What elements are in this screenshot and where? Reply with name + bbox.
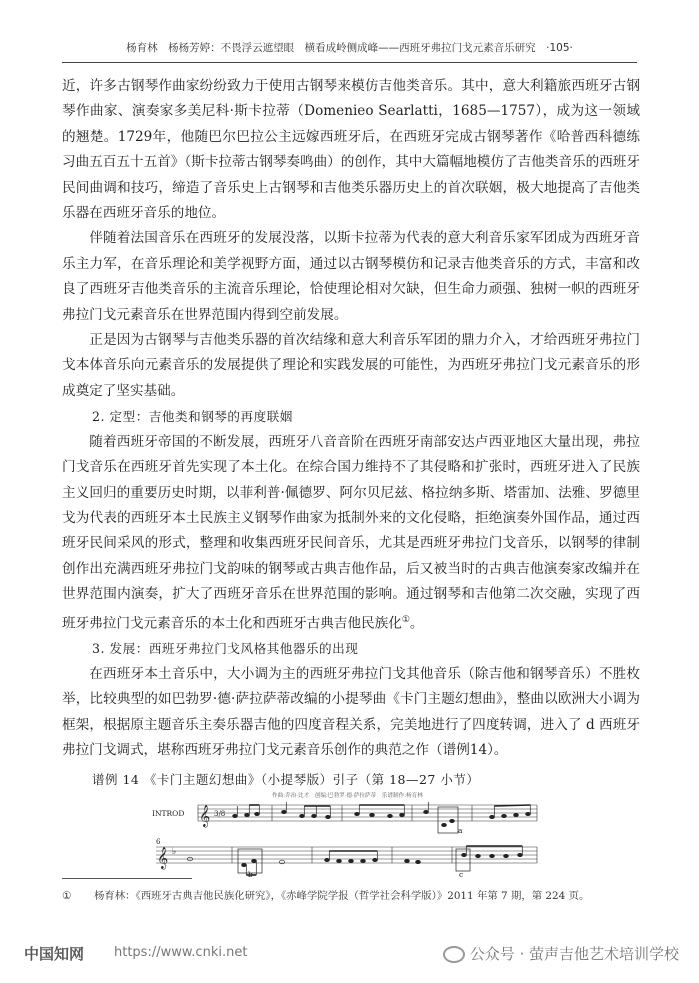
highlight-box-c: [456, 849, 470, 871]
footer-watermark: [0, 935, 699, 975]
wechat-icon: [443, 946, 465, 963]
label-a: a: [458, 826, 463, 835]
footnote-text: 杨育林：《西班牙古典吉他民族化研究》，《赤峰学院学报（哲学社会科学版）》2011 年第 7 期，第 224 页。: [93, 890, 590, 902]
score-caption: 谱例 14 《卡门主题幻想曲》（小提琴版）引子（第 18—27 小节）: [92, 772, 480, 787]
treble-clef-icon: 𝄞: [199, 805, 211, 827]
header-rule: [62, 62, 637, 63]
footnote: [62, 887, 637, 902]
staff-1-notes: [233, 802, 531, 827]
paragraph-1: 近，许多古钢琴作曲家纷纷致力于使用古钢琴来模仿吉他类音乐。其中，意大利籍旅西班牙古钢琴作曲家、演奏家多美尼科·斯卡拉蒂（Domenieo Searlatti，1685—1757），成为这一领域的翘楚。1729年，他随巴尔巴拉公主远嫁西班牙后，在西班牙完成古钢琴著作《哈普西科德练习曲五百五十五首》（斯卡拉蒂古钢琴奏鸣曲）的创作，其中大篇幅地模仿了吉他类音乐的西班牙民间曲调和技巧，缔造了音乐史上古钢琴和吉他类乐器历史上的首次联姻，极大地提高了吉他类乐器在西班牙音乐的地位。: [62, 78, 640, 222]
wechat-watermark: [443, 943, 679, 964]
highlight-box-a: [438, 807, 458, 833]
footnote-rule: [62, 878, 192, 879]
section-2-subheading: 吉他类和钢琴的再度联姻: [148, 409, 293, 425]
footnote-marker: ①: [62, 890, 72, 902]
time-signature: 3/8: [214, 810, 226, 818]
measure-number: 6: [156, 838, 161, 846]
cnki-link[interactable]: https://www.cnki.net: [114, 945, 248, 960]
label-b: b: [248, 870, 253, 877]
section-2-keyword: 定型：: [109, 409, 149, 425]
section-3-number: 3.: [92, 641, 106, 657]
paragraph-4-text: 随着西班牙帝国的不断发展，西班牙八音音阶在西班牙南部安达卢西亚地区大量出现，弗拉门戈音乐在西班牙首先实现了本土化。在综合国力维持不了其侵略和扩张时，西班牙进入了民族主义回归的重要历史时期，以菲利普·佩德罗、阿尔贝尼兹、格拉纳多斯、塔雷加、法雅、罗德里戈为代表的西班牙本土民族主义钢琴作曲家为抵制外来的文化侵略，拒绝演奏外国作品，通过西班牙民间采风的形式，整理和收集西班牙民间音乐，尤其是西班牙弗拉门戈音乐，以钢琴的律制创作出充满西班牙弗拉门戈韵味的钢琴或古典吉他作品，后又被当时的古典吉他演奏家改编并在世界范围内演奏，扩大了西班牙音乐在世界范围的影响。通过钢琴和吉他第二次交融，实现了西班牙弗拉门戈元素音乐的本土化和西班牙古典吉他民族化: [62, 433, 640, 632]
section-3-keyword: 发展：: [109, 641, 149, 657]
paragraph-5: 在西班牙本土音乐中，大小调为主的西班牙弗拉门戈其他音乐（除吉他和钢琴音乐）不胜枚举，比较典型的如巴勃罗·德·萨拉萨蒂改编的小提琴曲《卡门主题幻想曲》，整曲以欧洲大小调为框架，根据原主题音乐主奏乐器吉他的四度音程关系，完美地进行了四度转调，进入了 d 西班牙弗拉门戈调式，堪称西班牙弗拉门戈元素音乐创作的典范之作（谱例14）。: [62, 665, 640, 759]
wechat-text: 公众号 · 萤声吉他艺术培训学校: [469, 945, 679, 963]
staff-1: [198, 805, 537, 821]
treble-clef-icon-2: 𝄞: [157, 847, 169, 869]
section-2-heading: [62, 404, 640, 429]
section-2-number: 2.: [92, 409, 106, 425]
cnki-logo[interactable]: 中国知网: [24, 945, 85, 963]
paragraph-4: 随着西班牙帝国的不断发展，西班牙八音音阶在西班牙南部安达卢西亚地区大量出现，弗拉门戈音乐在西班牙首先实现了本土化。在综合国力维持不了其侵略和扩张时，西班牙进入了民族主义回归的重要历史时期，以菲利普·佩德罗、阿尔贝尼兹、格拉纳多斯、塔雷加、法雅、罗德里戈为代表的西班牙本土民族主义钢琴作曲家为抵制外来的文化侵略，拒绝演奏外国作品，通过西班牙民间采风的形式，整理和收集西班牙民间音乐，尤其是西班牙弗拉门戈音乐，以钢琴的律制创作出充满西班牙弗拉门戈韵味的钢琴或古典吉他作品，后又被当时的古典吉他演奏家改编并在世界范围内演奏，扩大了西班牙音乐在世界范围的影响。通过钢琴和吉他第二次交融，实现了西班牙弗拉门戈元素音乐的本土化和西班牙古典吉他民族化①。: [62, 433, 640, 632]
paragraph-3: 正是因为古钢琴与吉他类乐器的首次结缘和意大利音乐军团的鼎力介入，才给西班牙弗拉门戈本体音乐向元素音乐的发展提供了理论和实践发展的可能性，为西班牙弗拉门戈元素音乐的形成奠定了坚实基础。: [62, 332, 640, 399]
intro-label: INTROD: [152, 809, 185, 818]
article-body: [62, 74, 640, 764]
running-header: 杨育林 杨杨芳婷：不畏浮云遮望眼 横看成岭侧成峰——西班牙弗拉门戈元素音乐研究 ·105·: [126, 42, 573, 54]
footnote-ref[interactable]: ①: [401, 614, 410, 625]
label-c: c: [459, 870, 464, 877]
music-score: [152, 789, 542, 877]
flat-icon: ♭: [172, 847, 177, 857]
paragraph-2: 伴随着法国音乐在西班牙的发展没落，以斯卡拉蒂为代表的意大利音乐家军团成为西班牙音乐主力军，在音乐理论和美学视野方面，通过以古钢琴模仿和记录吉他类音乐的方式，丰富和改良了西班牙吉他类音乐的主流音乐理论，恰使理论相对欠缺，但生命力顽强、独树一帜的西班牙弗拉门戈元素音乐在世界范围内得到空前发展。: [62, 230, 640, 323]
staff-2-notes: [187, 846, 522, 875]
section-3-heading: [62, 636, 640, 661]
score-credit: 作曲:乔治·比才 创编:巴勃罗·德·萨拉萨蒂 乐谱制作:杨育林: [272, 793, 423, 799]
section-3-subheading: 西班牙弗拉门戈风格其他器乐的出现: [148, 641, 359, 657]
